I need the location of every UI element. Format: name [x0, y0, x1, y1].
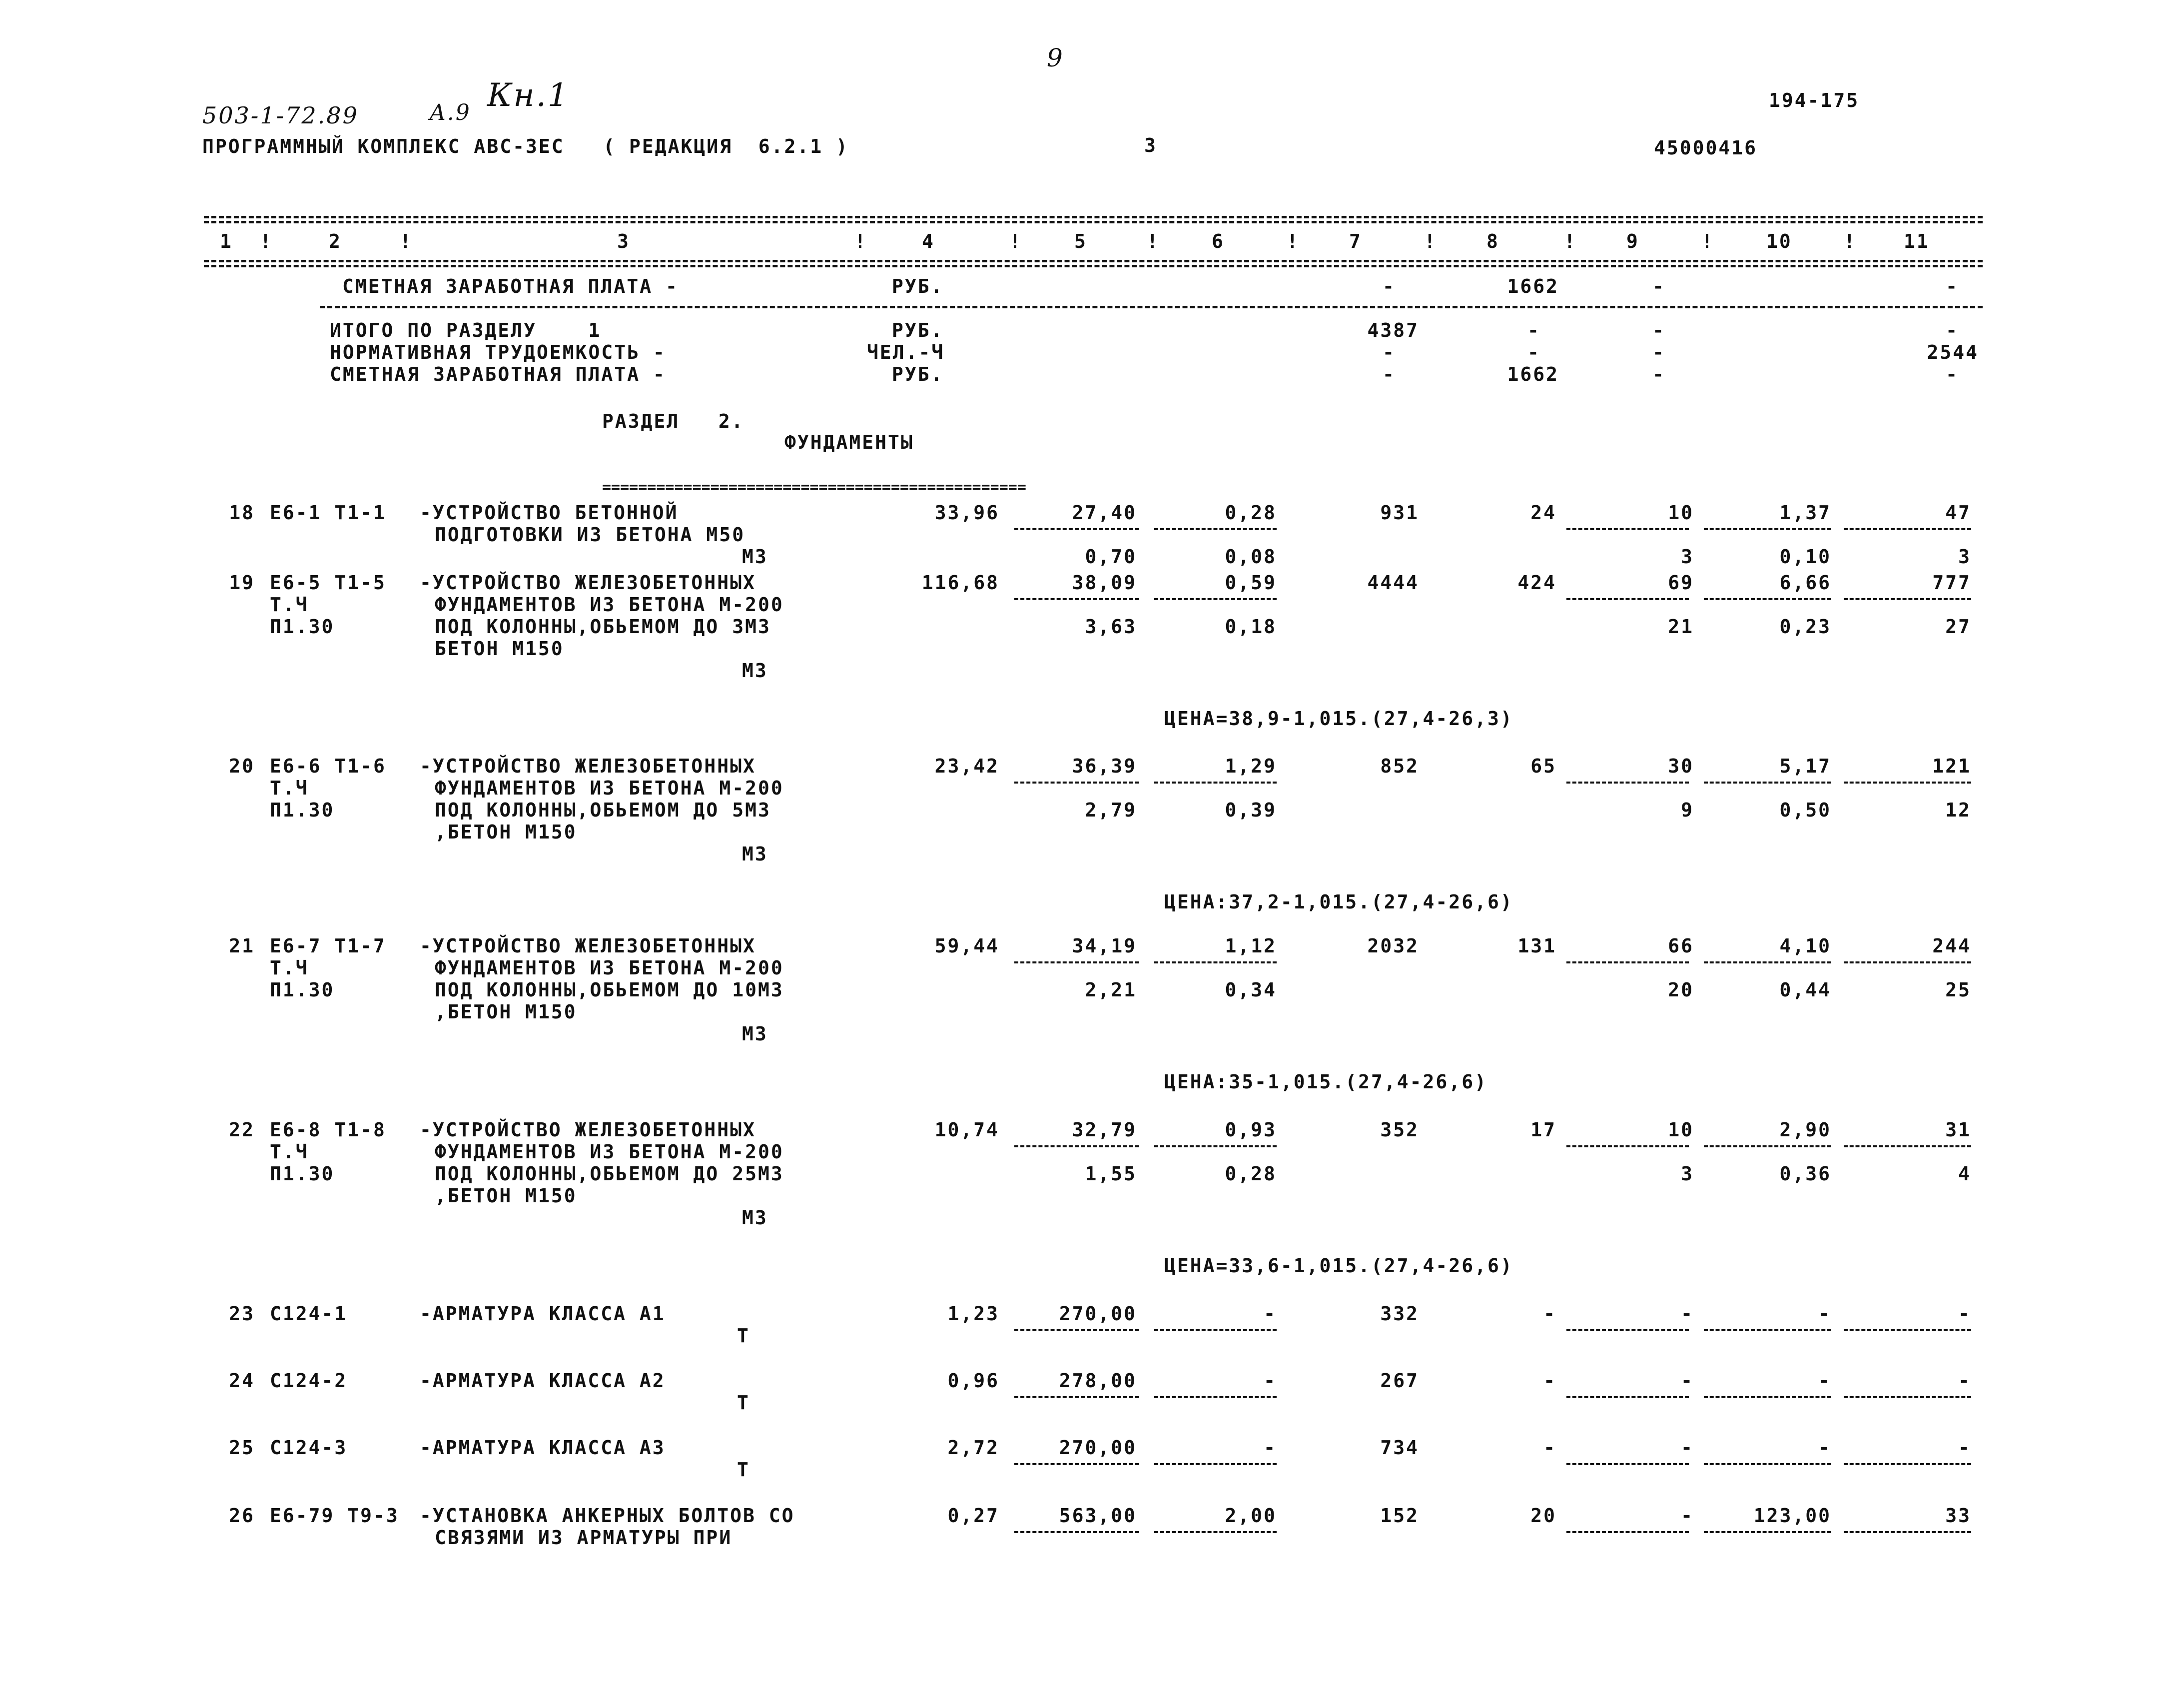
subtotal-rule: [1844, 1531, 1971, 1533]
cell-c9: -: [1681, 1437, 1694, 1459]
summary-unit: РУБ.: [892, 319, 944, 341]
row-description: -УСТРОЙСТВО ЖЕЛЕЗОБЕТОННЫХ: [420, 572, 756, 594]
row-unit: М3: [742, 546, 768, 568]
subtotal-rule: [1566, 1329, 1689, 1331]
summary-label: ИТОГО ПО РАЗДЕЛУ 1: [330, 319, 602, 341]
cell-c6: 0,59: [1225, 572, 1277, 594]
subtotal-rule: [1844, 528, 1971, 530]
cell-c8: 20: [1530, 1505, 1556, 1527]
row-code: Е6-1 Т1-1: [270, 502, 386, 524]
cell-c5: 278,00: [1059, 1370, 1137, 1392]
cell-c7: 931: [1380, 502, 1419, 524]
cell-c11: -: [1958, 1437, 1971, 1459]
cell-c9: 10: [1668, 502, 1694, 524]
subtotal-rule: [1154, 1145, 1277, 1147]
cell-c8: 24: [1530, 502, 1556, 524]
row-description: ПОД КОЛОННЫ,ОБЬЕМОМ ДО 10М3: [435, 979, 784, 1001]
cell-c7: 852: [1380, 755, 1419, 777]
row-code-extra: Т.Ч: [270, 957, 309, 979]
cell-c6: -: [1264, 1303, 1277, 1325]
cell-c7: 267: [1380, 1370, 1419, 1392]
col-separator: !: [1424, 230, 1437, 252]
program-line: ПРОГРАММНЫЙ КОМПЛЕКС АВС-3ЕС ( РЕДАКЦИЯ 6.2.1 ): [202, 135, 849, 157]
summary-value: -: [1383, 341, 1396, 363]
col-header: 8: [1486, 230, 1499, 252]
price-formula: ЦЕНА:35-1,015.(27,4-26,6): [1164, 1071, 1487, 1093]
row-number: 26: [229, 1505, 255, 1527]
row-description: -УСТРОЙСТВО ЖЕЛЕЗОБЕТОННЫХ: [420, 1119, 756, 1141]
cell-sub-s5: 0,70: [1085, 546, 1137, 568]
row-description: -УСТРОЙСТВО ЖЕЛЕЗОБЕТОННЫХ: [420, 755, 756, 777]
row-description: ,БЕТОН М150: [435, 1185, 577, 1207]
row-unit: Т: [737, 1325, 750, 1347]
subtotal-rule: [1704, 528, 1831, 530]
subtotal-rule: [1154, 961, 1277, 963]
row-description: ,БЕТОН М150: [435, 821, 577, 843]
subtotal-rule: [1566, 961, 1689, 963]
row-description: ФУНДАМЕНТОВ ИЗ БЕТОНА М-200: [435, 1141, 784, 1163]
col-header: 10: [1766, 230, 1792, 252]
cell-sub-s10: 0,23: [1779, 616, 1831, 638]
row-code: Е6-5 Т1-5: [270, 572, 386, 594]
row-code: Е6-79 Т9-3: [270, 1505, 399, 1527]
cell-c10: 1,37: [1779, 502, 1831, 524]
subtotal-rule: [1844, 1396, 1971, 1398]
row-description: ПОД КОЛОННЫ,ОБЬЕМОМ ДО 25М3: [435, 1163, 784, 1185]
summary-value: -: [1946, 319, 1959, 341]
subtotal-rule: [1844, 1463, 1971, 1465]
cell-c8: 424: [1517, 572, 1556, 594]
row-code-extra: П1.30: [270, 799, 335, 821]
col-header: 2: [329, 230, 342, 252]
cell-c9: 30: [1668, 755, 1694, 777]
row-description: ФУНДАМЕНТОВ ИЗ БЕТОНА М-200: [435, 594, 784, 616]
cell-sub-s10: 0,50: [1779, 799, 1831, 821]
cell-c5: 270,00: [1059, 1303, 1137, 1325]
document-number: 45000416: [1654, 137, 1758, 159]
subtotal-rule: [1566, 782, 1689, 784]
cell-sub-s9: 20: [1668, 979, 1694, 1001]
col-header: 9: [1626, 230, 1639, 252]
subtotal-rule: [1014, 1531, 1139, 1533]
summary-unit: РУБ.: [892, 363, 944, 385]
row-description: ПОД КОЛОННЫ,ОБЬЕМОМ ДО 5М3: [435, 799, 771, 821]
col-separator: !: [1564, 230, 1577, 252]
cell-c8: 131: [1517, 935, 1556, 957]
row-code: Е6-6 Т1-6: [270, 755, 386, 777]
cell-c6: 2,00: [1225, 1505, 1277, 1527]
row-description: БЕТОН М150: [435, 638, 564, 660]
cell-c4: 10,74: [934, 1119, 999, 1141]
cell-c5: 32,79: [1072, 1119, 1137, 1141]
header-rule-top: [204, 216, 1983, 218]
book-label: Кн.1: [487, 77, 570, 114]
price-formula: ЦЕНА=38,9-1,015.(27,4-26,3): [1164, 708, 1513, 730]
handwritten-page-number: 9: [1047, 43, 1064, 72]
cell-c11: 33: [1945, 1505, 1971, 1527]
cell-sub-s6: 0,34: [1225, 979, 1277, 1001]
cell-c9: -: [1681, 1303, 1694, 1325]
summary-unit: ЧЕЛ.-Ч: [867, 341, 945, 363]
subtotal-rule: [1014, 961, 1139, 963]
cell-sub-s6: 0,28: [1225, 1163, 1277, 1185]
cell-c7: 332: [1380, 1303, 1419, 1325]
cell-c4: 0,96: [947, 1370, 999, 1392]
subtotal-rule: [1014, 1396, 1139, 1398]
cell-c11: 121: [1932, 755, 1971, 777]
row-number: 18: [229, 502, 255, 524]
subtotal-rule: [1704, 1463, 1831, 1465]
subtotal-rule: [1014, 598, 1139, 600]
subtotal-rule: [1154, 782, 1277, 784]
summary-value: -: [1946, 275, 1959, 297]
cell-c4: 1,23: [947, 1303, 999, 1325]
col-separator: !: [1009, 230, 1022, 252]
summary-unit: РУБ.: [892, 275, 944, 297]
cell-c8: -: [1543, 1437, 1556, 1459]
cell-sub-s11: 4: [1958, 1163, 1971, 1185]
col-separator: !: [1287, 230, 1300, 252]
cell-c10: 123,00: [1753, 1505, 1831, 1527]
summary-value: -: [1527, 319, 1540, 341]
subtotal-rule: [1844, 598, 1971, 600]
cell-c4: 23,42: [934, 755, 999, 777]
cell-c10: 6,66: [1779, 572, 1831, 594]
summary-value: -: [1652, 275, 1665, 297]
document-code: 503-1-72.89: [202, 102, 359, 129]
cell-c11: -: [1958, 1370, 1971, 1392]
cell-c9: -: [1681, 1370, 1694, 1392]
cell-sub-s10: 0,36: [1779, 1163, 1831, 1185]
subtotal-rule: [1154, 1463, 1277, 1465]
section-rule: ===============================================: [602, 479, 1026, 496]
cell-c10: 2,90: [1779, 1119, 1831, 1141]
summary-value: -: [1652, 319, 1665, 341]
summary-label: НОРМАТИВНАЯ ТРУДОЕМКОСТЬ -: [330, 341, 666, 363]
col-separator: !: [1844, 230, 1857, 252]
header-rule-bottom: [204, 260, 1983, 262]
subtotal-rule: [1154, 1396, 1277, 1398]
cell-c4: 59,44: [934, 935, 999, 957]
row-code: Е6-8 Т1-8: [270, 1119, 386, 1141]
row-description: -УСТРОЙСТВО БЕТОННОЙ: [420, 502, 679, 524]
cell-sub-s11: 27: [1945, 616, 1971, 638]
subtotal-rule: [1014, 1145, 1139, 1147]
cell-c9: 10: [1668, 1119, 1694, 1141]
cell-sub-s9: 21: [1668, 616, 1694, 638]
subtotal-rule: [1704, 1329, 1831, 1331]
cell-c4: 116,68: [921, 572, 999, 594]
cell-sub-s11: 12: [1945, 799, 1971, 821]
cell-c4: 0,27: [947, 1505, 999, 1527]
page-number: 3: [1144, 134, 1157, 156]
row-description: ПОД КОЛОННЫ,ОБЬЕМОМ ДО 3М3: [435, 616, 771, 638]
subtotal-rule: [1154, 598, 1277, 600]
cell-sub-s5: 2,21: [1085, 979, 1137, 1001]
cell-sub-s6: 0,18: [1225, 616, 1277, 638]
right-code: 194-175: [1769, 89, 1860, 111]
cell-c9: 66: [1668, 935, 1694, 957]
row-description: ФУНДАМЕНТОВ ИЗ БЕТОНА М-200: [435, 957, 784, 979]
subtotal-rule: [1014, 528, 1139, 530]
subtotal-rule: [1014, 782, 1139, 784]
summary-value: -: [1946, 363, 1959, 385]
summary-value: -: [1652, 363, 1665, 385]
subtotal-rule: [1566, 1145, 1689, 1147]
summary-value: 2544: [1927, 341, 1979, 363]
col-header: 3: [617, 230, 630, 252]
col-separator: !: [1147, 230, 1160, 252]
col-header: 7: [1349, 230, 1362, 252]
cell-c5: 270,00: [1059, 1437, 1137, 1459]
col-separator: !: [1701, 230, 1714, 252]
cell-sub-s10: 0,44: [1779, 979, 1831, 1001]
summary-value: -: [1383, 363, 1396, 385]
cell-sub-s9: 9: [1681, 799, 1694, 821]
header-rule-bottom-2: [204, 265, 1983, 267]
cell-c7: 4444: [1367, 572, 1419, 594]
row-code-extra: Т.Ч: [270, 777, 309, 799]
row-number: 24: [229, 1370, 255, 1392]
album-label: A.9: [430, 100, 471, 125]
subtotal-rule: [1844, 1329, 1971, 1331]
cell-sub-s5: 2,79: [1085, 799, 1137, 821]
row-code-extra: П1.30: [270, 979, 335, 1001]
row-number: 22: [229, 1119, 255, 1141]
summary-value: -: [1383, 275, 1396, 297]
subtotal-rule: [1154, 1329, 1277, 1331]
summary-value: 4387: [1367, 319, 1419, 341]
cell-c5: 563,00: [1059, 1505, 1137, 1527]
row-number: 23: [229, 1303, 255, 1325]
price-formula: ЦЕНА=33,6-1,015.(27,4-26,6): [1164, 1255, 1513, 1277]
row-description: -УСТРОЙСТВО ЖЕЛЕЗОБЕТОННЫХ: [420, 935, 756, 957]
row-unit: Т: [737, 1459, 750, 1481]
cell-c11: 47: [1945, 502, 1971, 524]
row-unit: Т: [737, 1392, 750, 1414]
subtotal-rule: [1566, 598, 1689, 600]
cell-c6: -: [1264, 1437, 1277, 1459]
subtotal-rule: [1704, 1531, 1831, 1533]
cell-c9: -: [1681, 1505, 1694, 1527]
cell-c4: 33,96: [934, 502, 999, 524]
row-description: -АРМАТУРА КЛАССА А1: [420, 1303, 666, 1325]
cell-sub-s6: 0,08: [1225, 546, 1277, 568]
header-rule-top-2: [204, 221, 1983, 223]
cell-c11: 244: [1932, 935, 1971, 957]
cell-c5: 34,19: [1072, 935, 1137, 957]
summary-value: -: [1652, 341, 1665, 363]
row-code: С124-2: [270, 1370, 348, 1392]
row-description: ФУНДАМЕНТОВ ИЗ БЕТОНА М-200: [435, 777, 784, 799]
price-formula: ЦЕНА:37,2-1,015.(27,4-26,6): [1164, 891, 1513, 913]
subtotal-rule: [1014, 1463, 1139, 1465]
cell-c6: 0,28: [1225, 502, 1277, 524]
row-number: 19: [229, 572, 255, 594]
subtotal-rule: [1014, 1329, 1139, 1331]
cell-c6: 1,12: [1225, 935, 1277, 957]
cell-c7: 352: [1380, 1119, 1419, 1141]
cell-c8: 65: [1530, 755, 1556, 777]
cell-sub-s6: 0,39: [1225, 799, 1277, 821]
cell-c5: 36,39: [1072, 755, 1137, 777]
summary-value: -: [1527, 341, 1540, 363]
subtotal-rule: [1704, 1396, 1831, 1398]
cell-c7: 734: [1380, 1437, 1419, 1459]
cell-c10: -: [1818, 1437, 1831, 1459]
col-header: 6: [1212, 230, 1225, 252]
row-description: -УСТАНОВКА АНКЕРНЫХ БОЛТОВ СО: [420, 1505, 795, 1527]
col-separator: !: [260, 230, 273, 252]
cell-c11: 31: [1945, 1119, 1971, 1141]
row-code: С124-1: [270, 1303, 348, 1325]
subtotal-rule: [1844, 1145, 1971, 1147]
section-title: РАЗДЕЛ 2.: [602, 410, 744, 432]
cell-sub-s9: 3: [1681, 546, 1694, 568]
row-description: СВЯЗЯМИ ИЗ АРМАТУРЫ ПРИ: [435, 1527, 732, 1549]
section-name: ФУНДАМЕНТЫ: [784, 431, 914, 453]
col-header: 5: [1074, 230, 1087, 252]
col-separator: !: [400, 230, 413, 252]
cell-c9: 69: [1668, 572, 1694, 594]
subtotal-rule: [1566, 1531, 1689, 1533]
summary-value: 1662: [1507, 363, 1559, 385]
subtotal-rule: [1566, 528, 1689, 530]
row-description: ПОДГОТОВКИ ИЗ БЕТОНА М50: [435, 524, 745, 546]
row-unit: М3: [742, 660, 768, 682]
cell-c8: 17: [1530, 1119, 1556, 1141]
row-code-extra: П1.30: [270, 616, 335, 638]
cell-sub-s11: 25: [1945, 979, 1971, 1001]
cell-c10: -: [1818, 1303, 1831, 1325]
row-description: -АРМАТУРА КЛАССА А3: [420, 1437, 666, 1459]
subtotal-rule: [1154, 1531, 1277, 1533]
col-header: 4: [922, 230, 935, 252]
cell-sub-s9: 3: [1681, 1163, 1694, 1185]
subtotal-rule: [1704, 961, 1831, 963]
cell-sub-s10: 0,10: [1779, 546, 1831, 568]
cell-c7: 152: [1380, 1505, 1419, 1527]
cell-c5: 27,40: [1072, 502, 1137, 524]
row-number: 21: [229, 935, 255, 957]
cell-c6: -: [1264, 1370, 1277, 1392]
col-header: 11: [1904, 230, 1930, 252]
row-code-extra: П1.30: [270, 1163, 335, 1185]
cell-sub-s5: 3,63: [1085, 616, 1137, 638]
subtotal-rule: [1704, 1145, 1831, 1147]
col-header: 1: [220, 230, 233, 252]
cell-c6: 0,93: [1225, 1119, 1277, 1141]
col-separator: !: [854, 230, 867, 252]
cell-c4: 2,72: [947, 1437, 999, 1459]
row-code-extra: Т.Ч: [270, 594, 309, 616]
subtotal-rule: [1566, 1463, 1689, 1465]
summary-label: СМЕТНАЯ ЗАРАБОТНАЯ ПЛАТА -: [342, 275, 679, 297]
summary-value: 1662: [1507, 275, 1559, 297]
cell-c10: 4,10: [1779, 935, 1831, 957]
subtotal-rule: [1154, 528, 1277, 530]
cell-c7: 2032: [1367, 935, 1419, 957]
subtotal-rule: [1704, 782, 1831, 784]
summary-rule: [320, 306, 1983, 308]
row-unit: М3: [742, 843, 768, 865]
cell-c11: 777: [1932, 572, 1971, 594]
cell-c6: 1,29: [1225, 755, 1277, 777]
row-number: 20: [229, 755, 255, 777]
row-number: 25: [229, 1437, 255, 1459]
row-unit: М3: [742, 1023, 768, 1045]
subtotal-rule: [1704, 598, 1831, 600]
cell-c8: -: [1543, 1370, 1556, 1392]
summary-label: СМЕТНАЯ ЗАРАБОТНАЯ ПЛАТА -: [330, 363, 666, 385]
cell-c11: -: [1958, 1303, 1971, 1325]
subtotal-rule: [1566, 1396, 1689, 1398]
row-description: -АРМАТУРА КЛАССА А2: [420, 1370, 666, 1392]
cell-c5: 38,09: [1072, 572, 1137, 594]
row-code: С124-3: [270, 1437, 348, 1459]
cell-c10: 5,17: [1779, 755, 1831, 777]
cell-c10: -: [1818, 1370, 1831, 1392]
cell-sub-s5: 1,55: [1085, 1163, 1137, 1185]
cell-c8: -: [1543, 1303, 1556, 1325]
row-code: Е6-7 Т1-7: [270, 935, 386, 957]
subtotal-rule: [1844, 782, 1971, 784]
cell-sub-s11: 3: [1958, 546, 1971, 568]
row-code-extra: Т.Ч: [270, 1141, 309, 1163]
row-description: ,БЕТОН М150: [435, 1001, 577, 1023]
subtotal-rule: [1844, 961, 1971, 963]
row-unit: М3: [742, 1207, 768, 1229]
